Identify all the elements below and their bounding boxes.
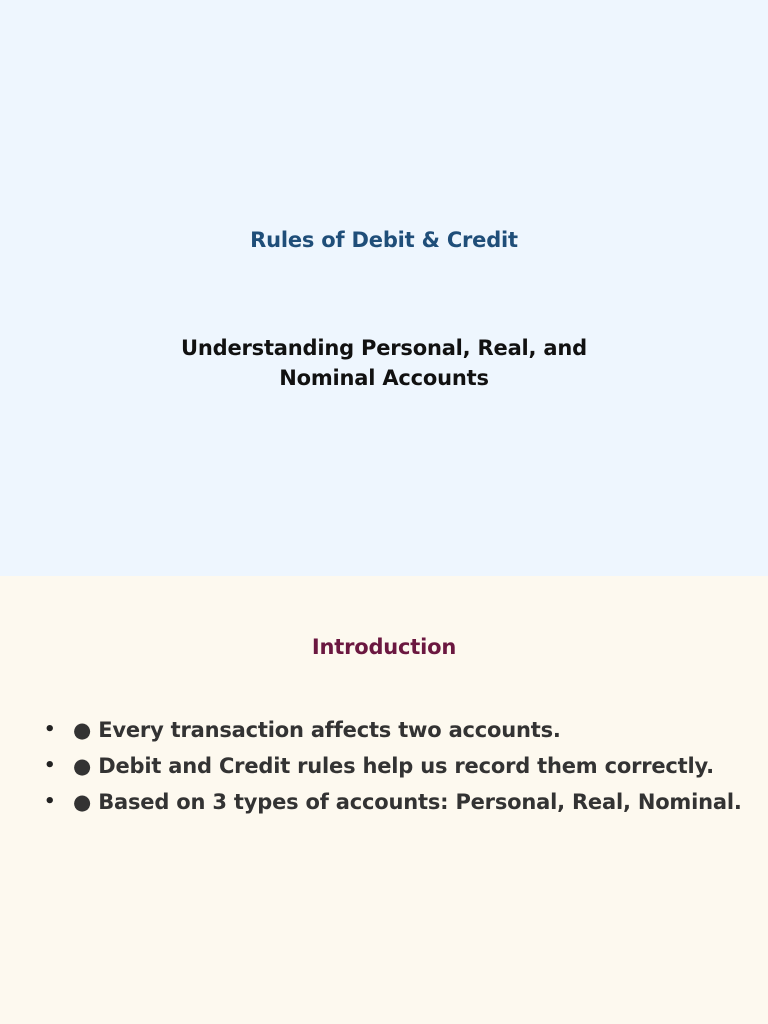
bullet-text: ● Every transaction affects two accounts.	[73, 718, 561, 742]
bullet-icon: •	[44, 791, 56, 812]
bullet-icon: •	[44, 719, 56, 740]
bullet-icon: •	[44, 755, 56, 776]
bullet-text: ● Based on 3 types of accounts: Personal, Real, Nominal.	[73, 790, 742, 814]
introduction-slide	[0, 576, 768, 1024]
list-item	[0, 787, 768, 823]
bullet-text: ● Debit and Credit rules help us record them correctly.	[73, 754, 714, 778]
slide-subtitle: Understanding Personal, Real, and Nominal Accounts	[181, 336, 587, 390]
bullet-list	[0, 715, 768, 823]
list-item	[0, 715, 768, 751]
slide-title: Rules of Debit & Credit	[250, 228, 518, 252]
section-title: Introduction	[311, 635, 457, 659]
list-item	[0, 751, 768, 787]
